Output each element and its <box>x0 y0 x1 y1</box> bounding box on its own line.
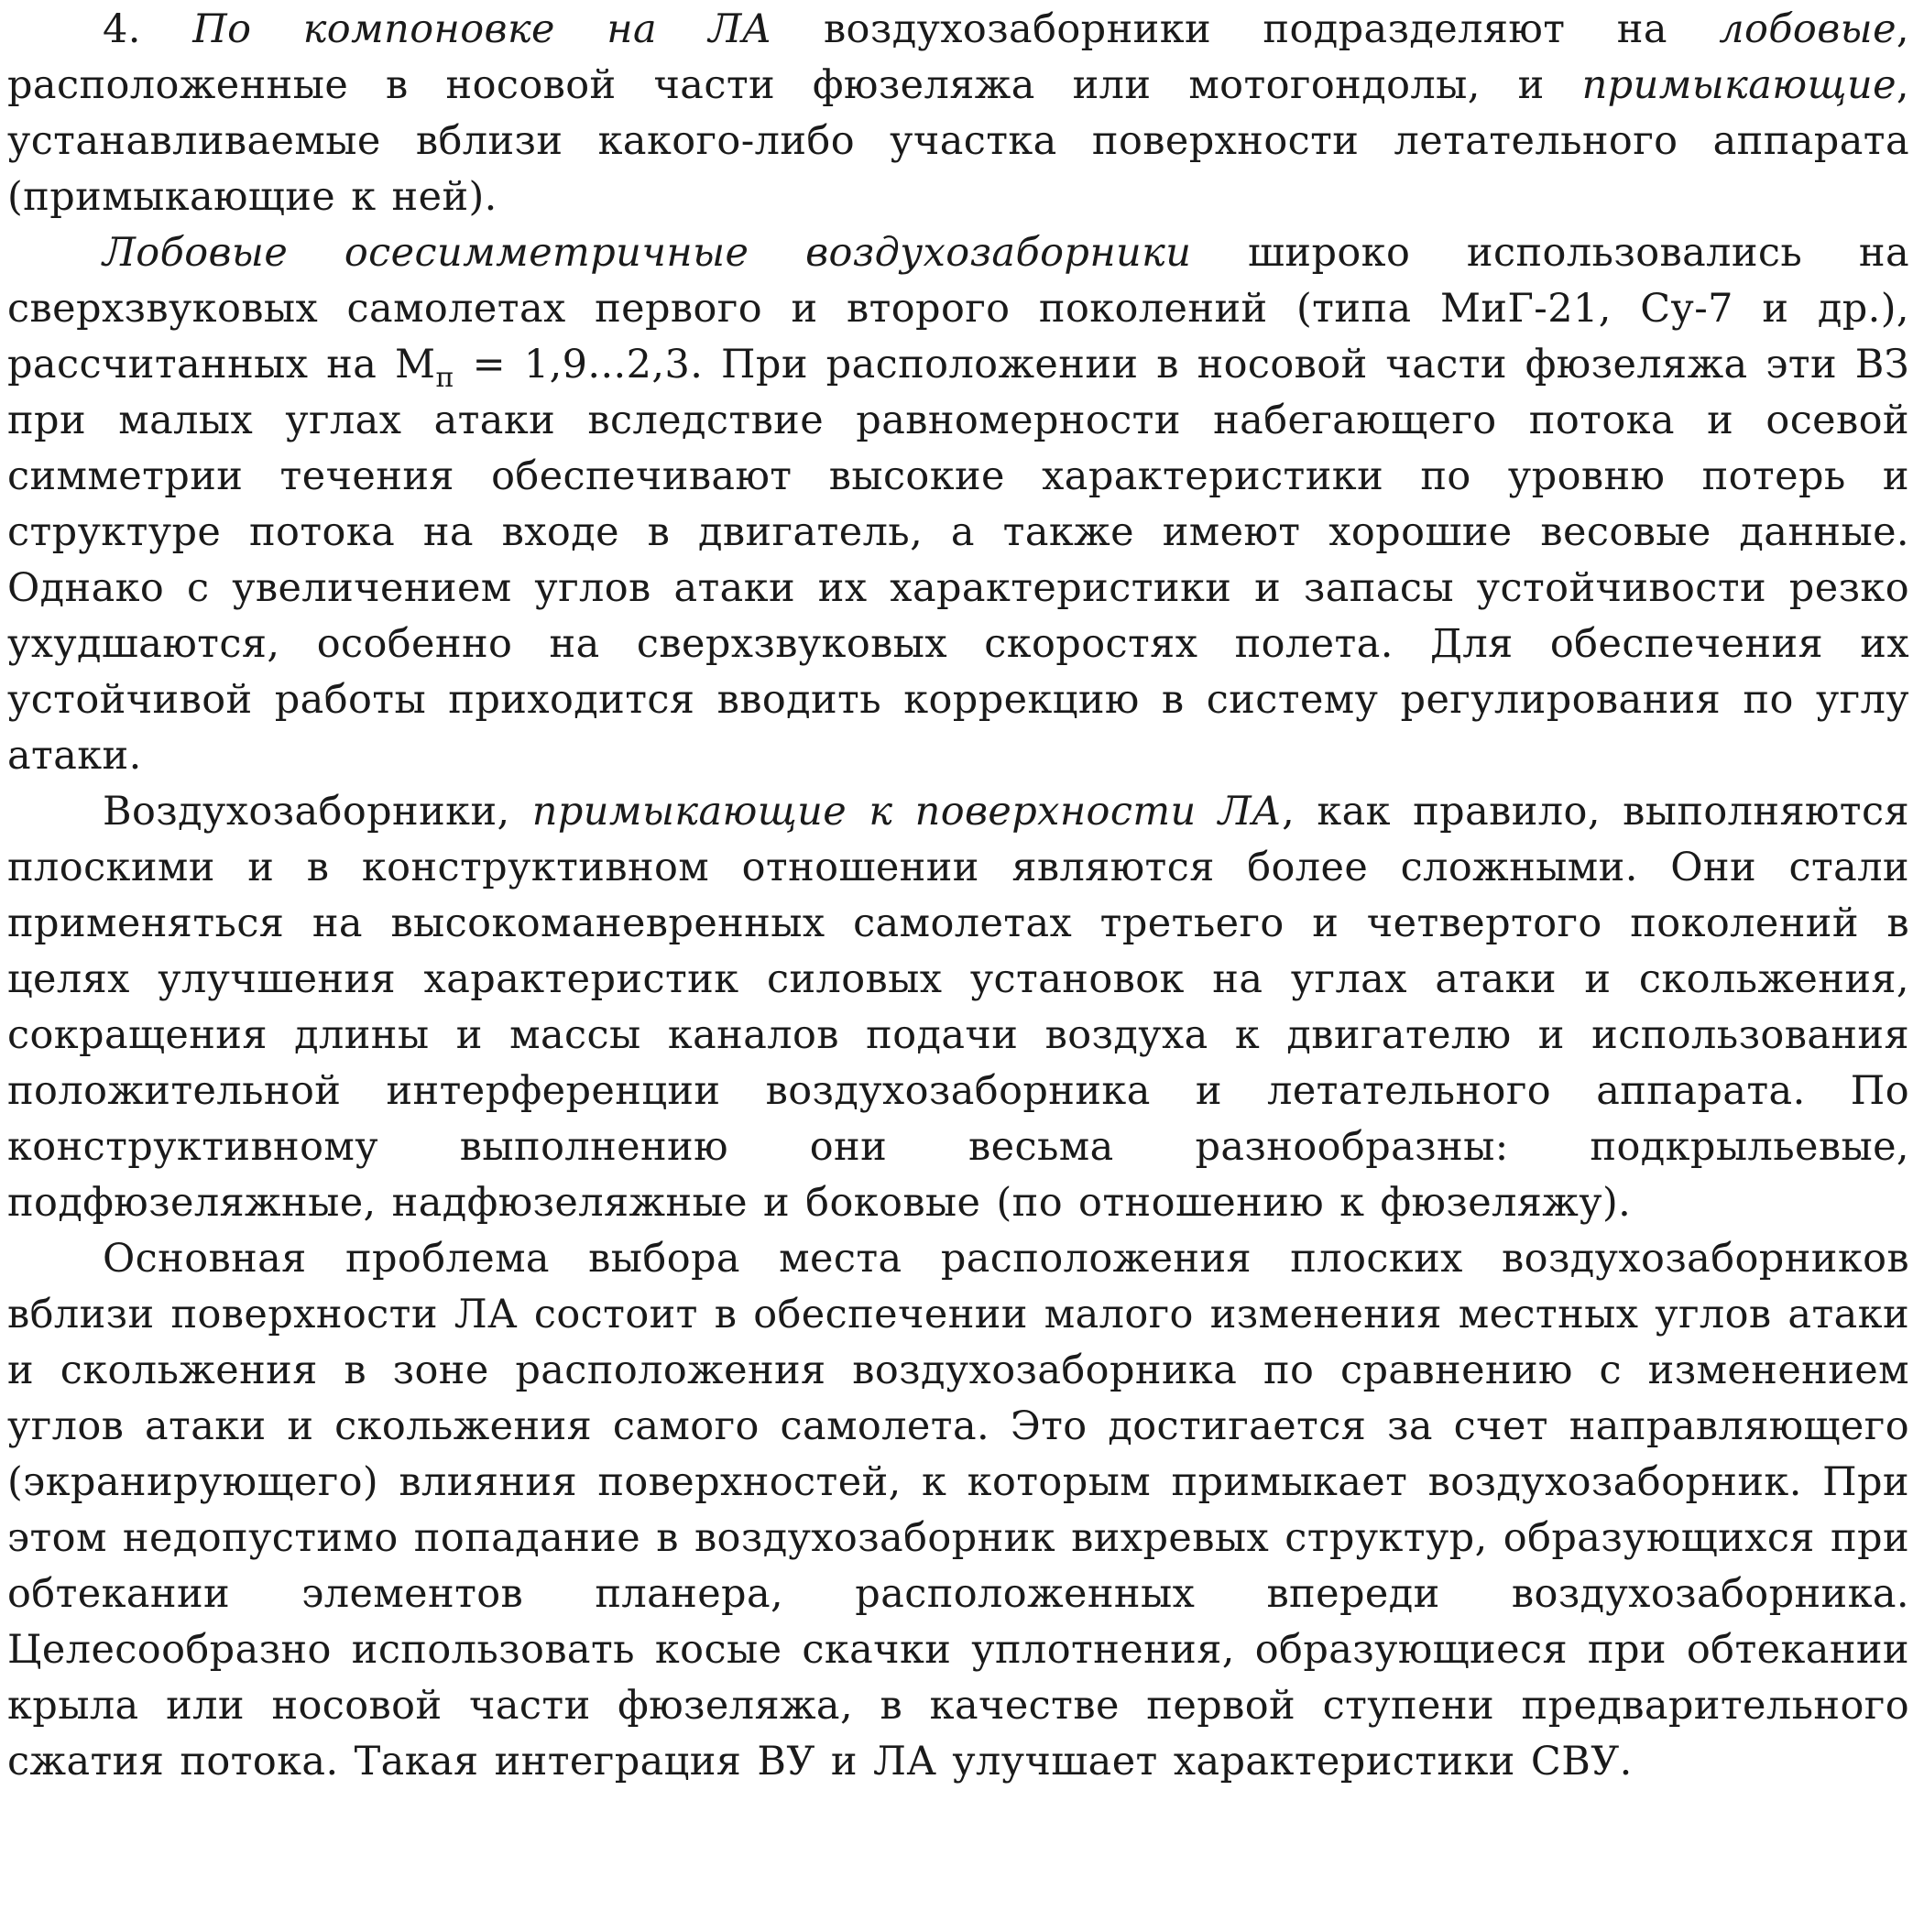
paragraph-text: воздухозаборники подразделяют на <box>771 6 1720 52</box>
paragraph-text: , расположенные в носовой части фюзеляжа или мотогондолы, и <box>7 6 1909 108</box>
paragraph-frontal-intakes <box>7 225 1909 784</box>
paragraph-text: Воздухозаборники, <box>103 789 532 835</box>
paragraph-placement-problem <box>7 1231 1909 1790</box>
italic-heading-layout: По компоновке на ЛА <box>192 6 772 52</box>
italic-term-frontal: лобовые <box>1719 6 1897 52</box>
italic-term-adjacent: примыкающие <box>1581 62 1897 108</box>
italic-lead-frontal-axisymmetric: Лобовые осесимметричные воздухозаборники <box>103 230 1192 276</box>
italic-phrase-adjacent-surface: примыкающие к поверхности ЛА <box>531 789 1283 835</box>
paragraph-text: , устанавливаемые вблизи какого-либо участка поверхности летательного аппарата (примыкающие к ней). <box>7 62 1909 220</box>
paragraph-text: = 1,9...2,3. При расположении в носовой части фюзеляжа эти ВЗ при малых углах атаки вследствие равномерности набегающего потока и осевой симметрии течения обеспечивают высокие характеристики по уровню потерь и структуре потока на входе в двигатель, а также имеют хорошие весовые данные. Однако с увеличением углов атаки их характеристики и запасы устойчивости резко ухудшаются, особенно на сверхзвуковых скоростях полета. Для обеспечения их устойчивой работы приходится вводить коррекцию в систему регулирования по углу атаки. <box>7 342 1910 779</box>
mach-symbol: М <box>395 342 436 387</box>
paragraph-layout-classification <box>7 2 1909 225</box>
mach-subscript: п <box>435 362 454 394</box>
item-number: 4. <box>103 6 141 52</box>
paragraph-adjacent-intakes <box>7 784 1909 1231</box>
paragraph-text: широко использовались на сверхзвуковых самолетах первого и второго поколений (типа МиГ-21, Су-7 и др.), рассчитанных на <box>7 230 1909 387</box>
document-page <box>7 2 1909 1790</box>
paragraph-text: , как правило, выполняются плоскими и в конструктивном отношении являются более сложными. Они стали применяться на высокоманевренных самолетах третьего и четвертого поколений в целях улучшения характеристик силовых установок на углах атаки и скольжения, сокращения длины и массы каналов подачи воздуха к двигателю и использования положительной интерференции воздухозаборника и летательного аппарата. По конструктивному выполнению они весьма разнообразны: подкрыльевые, подфюзеляжные, надфюзеляжные и боковые (по отношению к фюзеляжу). <box>7 789 1910 1226</box>
paragraph-text: Основная проблема выбора места расположения плоских воздухозаборников вблизи поверхности ЛА состоит в обеспечении малого изменения местных углов атаки и скольжения в зоне расположения воздухозаборника по сравнению с изменением углов атаки и скольжения самого самолета. Это достигается за счет направляющего (экранирующего) влияния поверхностей, к которым примыкает воздухозаборник. При этом недопустимо попадание в воздухозаборник вихревых структур, образующихся при обтекании элементов планера, расположенных впереди воздухозаборника. Целесообразно использовать косые скачки уплотнения, образующиеся при обтекании крыла или носовой части фюзеляжа, в качестве первой ступени предварительного сжатия потока. Такая интеграция ВУ и ЛА улучшает характеристики СВУ. <box>7 1236 1909 1785</box>
